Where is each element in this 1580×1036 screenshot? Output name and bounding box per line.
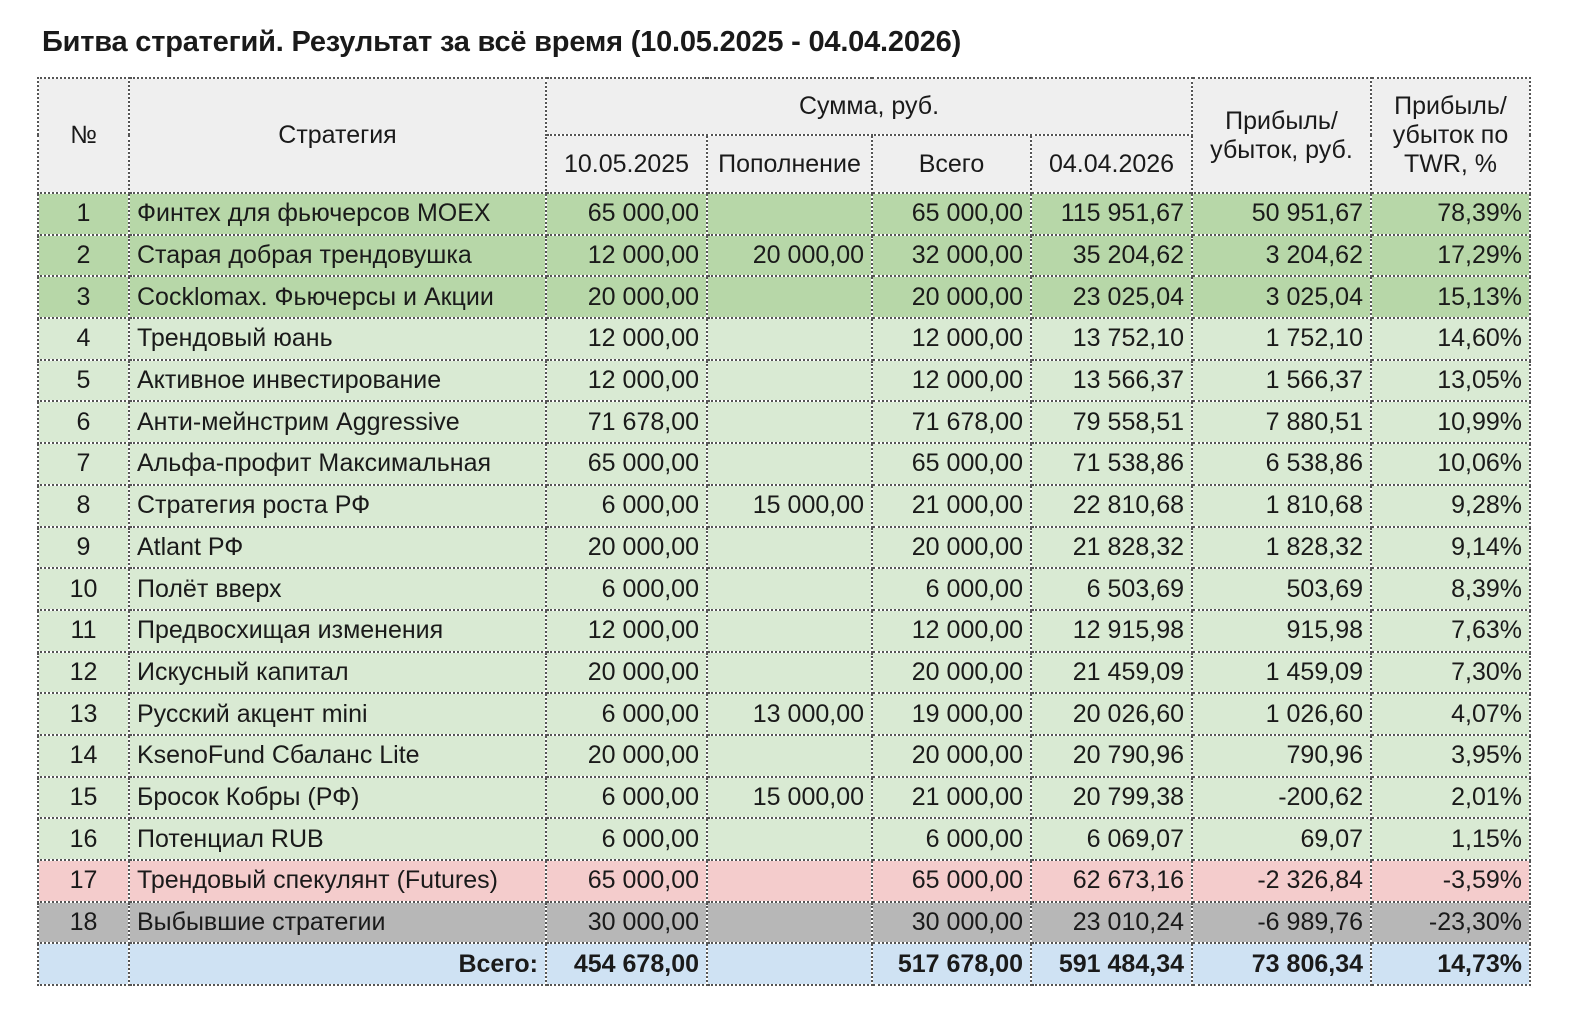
row-start-amount: 6 000,00 bbox=[546, 485, 707, 527]
totals-twr: 14,73% bbox=[1371, 943, 1530, 985]
row-topup-amount: 20 000,00 bbox=[707, 235, 872, 277]
row-total-amount: 20 000,00 bbox=[872, 652, 1031, 694]
table-row bbox=[38, 693, 1530, 735]
header-topup: Пополнение bbox=[707, 135, 872, 193]
totals-profit: 73 806,34 bbox=[1192, 943, 1371, 985]
row-strategy-name: Выбывшие стратегии bbox=[129, 902, 546, 944]
row-start-amount: 65 000,00 bbox=[546, 443, 707, 485]
row-profit-rub: -6 989,76 bbox=[1192, 902, 1371, 944]
row-num: 1 bbox=[38, 193, 129, 235]
row-strategy-name: Финтех для фьючерсов MOEX bbox=[129, 193, 546, 235]
totals-start: 454 678,00 bbox=[546, 943, 707, 985]
totals-end: 591 484,34 bbox=[1031, 943, 1192, 985]
row-start-amount: 12 000,00 bbox=[546, 235, 707, 277]
page-title: Битва стратегий. Результат за всё время (10.05.2025 - 04.04.2026) bbox=[42, 26, 962, 58]
row-end-amount: 6 069,07 bbox=[1031, 818, 1192, 860]
row-num: 15 bbox=[38, 777, 129, 819]
row-profit-rub: -200,62 bbox=[1192, 777, 1371, 819]
row-profit-rub: 503,69 bbox=[1192, 568, 1371, 610]
table-row bbox=[38, 527, 1530, 569]
row-num: 9 bbox=[38, 527, 129, 569]
row-strategy-name: Предвосхищая изменения bbox=[129, 610, 546, 652]
table-row bbox=[38, 401, 1530, 443]
row-profit-rub: 915,98 bbox=[1192, 610, 1371, 652]
row-num: 14 bbox=[38, 735, 129, 777]
table-row bbox=[38, 568, 1530, 610]
row-start-amount: 20 000,00 bbox=[546, 735, 707, 777]
row-end-amount: 71 538,86 bbox=[1031, 443, 1192, 485]
row-end-amount: 62 673,16 bbox=[1031, 860, 1192, 902]
row-start-amount: 20 000,00 bbox=[546, 652, 707, 694]
table-body bbox=[38, 193, 1530, 985]
header-sum-group: Сумма, руб. bbox=[546, 78, 1192, 135]
row-num: 7 bbox=[38, 443, 129, 485]
row-strategy-name: Полёт вверх bbox=[129, 568, 546, 610]
row-total-amount: 20 000,00 bbox=[872, 276, 1031, 318]
row-profit-twr: 17,29% bbox=[1371, 235, 1530, 277]
row-num: 16 bbox=[38, 818, 129, 860]
row-total-amount: 12 000,00 bbox=[872, 360, 1031, 402]
row-end-amount: 20 790,96 bbox=[1031, 735, 1192, 777]
row-strategy-name: KsenoFund Сбаланс Lite bbox=[129, 735, 546, 777]
table-row bbox=[38, 777, 1530, 819]
row-total-amount: 65 000,00 bbox=[872, 193, 1031, 235]
row-total-amount: 20 000,00 bbox=[872, 527, 1031, 569]
row-num: 10 bbox=[38, 568, 129, 610]
table-row bbox=[38, 902, 1530, 944]
row-strategy-name: Альфа-профит Максимальная bbox=[129, 443, 546, 485]
row-strategy-name: Трендовый спекулянт (Futures) bbox=[129, 860, 546, 902]
row-end-amount: 12 915,98 bbox=[1031, 610, 1192, 652]
row-start-amount: 65 000,00 bbox=[546, 860, 707, 902]
row-strategy-name: Активное инвестирование bbox=[129, 360, 546, 402]
row-num: 4 bbox=[38, 318, 129, 360]
row-profit-twr: 2,01% bbox=[1371, 777, 1530, 819]
row-num: 6 bbox=[38, 401, 129, 443]
row-start-amount: 6 000,00 bbox=[546, 693, 707, 735]
row-end-amount: 21 828,32 bbox=[1031, 527, 1192, 569]
row-profit-rub: 7 880,51 bbox=[1192, 401, 1371, 443]
row-num: 13 bbox=[38, 693, 129, 735]
row-topup-amount bbox=[707, 443, 872, 485]
row-topup-amount: 13 000,00 bbox=[707, 693, 872, 735]
totals-label: Всего: bbox=[129, 943, 546, 985]
row-total-amount: 21 000,00 bbox=[872, 777, 1031, 819]
row-profit-rub: 3 204,62 bbox=[1192, 235, 1371, 277]
row-topup-amount bbox=[707, 610, 872, 652]
row-start-amount: 6 000,00 bbox=[546, 818, 707, 860]
row-profit-rub: -2 326,84 bbox=[1192, 860, 1371, 902]
row-start-amount: 20 000,00 bbox=[546, 527, 707, 569]
row-profit-twr: 8,39% bbox=[1371, 568, 1530, 610]
row-strategy-name: Старая добрая трендовушка bbox=[129, 235, 546, 277]
table-row bbox=[38, 485, 1530, 527]
row-total-amount: 32 000,00 bbox=[872, 235, 1031, 277]
row-profit-rub: 1 828,32 bbox=[1192, 527, 1371, 569]
row-topup-amount: 15 000,00 bbox=[707, 777, 872, 819]
row-strategy-name: Трендовый юань bbox=[129, 318, 546, 360]
row-profit-twr: 4,07% bbox=[1371, 693, 1530, 735]
table-row bbox=[38, 193, 1530, 235]
row-num: 2 bbox=[38, 235, 129, 277]
totals-total: 517 678,00 bbox=[872, 943, 1031, 985]
row-profit-twr: 7,63% bbox=[1371, 610, 1530, 652]
row-topup-amount bbox=[707, 276, 872, 318]
row-end-amount: 13 566,37 bbox=[1031, 360, 1192, 402]
row-profit-rub: 1 752,10 bbox=[1192, 318, 1371, 360]
row-total-amount: 30 000,00 bbox=[872, 902, 1031, 944]
row-num: 18 bbox=[38, 902, 129, 944]
row-total-amount: 12 000,00 bbox=[872, 610, 1031, 652]
row-topup-amount bbox=[707, 193, 872, 235]
row-num: 11 bbox=[38, 610, 129, 652]
row-profit-twr: 10,06% bbox=[1371, 443, 1530, 485]
row-topup-amount bbox=[707, 318, 872, 360]
table-row bbox=[38, 318, 1530, 360]
row-end-amount: 13 752,10 bbox=[1031, 318, 1192, 360]
table-row bbox=[38, 360, 1530, 402]
row-end-amount: 79 558,51 bbox=[1031, 401, 1192, 443]
row-total-amount: 65 000,00 bbox=[872, 860, 1031, 902]
row-start-amount: 71 678,00 bbox=[546, 401, 707, 443]
row-strategy-name: Потенциал RUB bbox=[129, 818, 546, 860]
row-topup-amount bbox=[707, 860, 872, 902]
row-end-amount: 20 799,38 bbox=[1031, 777, 1192, 819]
row-profit-rub: 6 538,86 bbox=[1192, 443, 1371, 485]
row-profit-rub: 1 459,09 bbox=[1192, 652, 1371, 694]
row-num: 5 bbox=[38, 360, 129, 402]
row-profit-twr: 9,14% bbox=[1371, 527, 1530, 569]
row-profit-twr: 7,30% bbox=[1371, 652, 1530, 694]
header-start-date: 10.05.2025 bbox=[546, 135, 707, 193]
table-row bbox=[38, 276, 1530, 318]
table-row bbox=[38, 652, 1530, 694]
row-start-amount: 65 000,00 bbox=[546, 193, 707, 235]
header-end-date: 04.04.2026 bbox=[1031, 135, 1192, 193]
header-profit-rub: Прибыль/ убыток, руб. bbox=[1192, 78, 1371, 193]
row-total-amount: 19 000,00 bbox=[872, 693, 1031, 735]
header-num: № bbox=[38, 78, 129, 193]
totals-num bbox=[38, 943, 129, 985]
row-profit-twr: 14,60% bbox=[1371, 318, 1530, 360]
row-profit-twr: -3,59% bbox=[1371, 860, 1530, 902]
row-profit-rub: 50 951,67 bbox=[1192, 193, 1371, 235]
totals-topup bbox=[707, 943, 872, 985]
row-topup-amount bbox=[707, 652, 872, 694]
row-start-amount: 12 000,00 bbox=[546, 360, 707, 402]
row-profit-rub: 3 025,04 bbox=[1192, 276, 1371, 318]
row-strategy-name: Cocklomax. Фьючерсы и Акции bbox=[129, 276, 546, 318]
row-topup-amount: 15 000,00 bbox=[707, 485, 872, 527]
row-end-amount: 115 951,67 bbox=[1031, 193, 1192, 235]
row-profit-rub: 790,96 bbox=[1192, 735, 1371, 777]
row-strategy-name: Стратегия роста РФ bbox=[129, 485, 546, 527]
row-end-amount: 6 503,69 bbox=[1031, 568, 1192, 610]
row-end-amount: 23 010,24 bbox=[1031, 902, 1192, 944]
row-profit-twr: -23,30% bbox=[1371, 902, 1530, 944]
table-row bbox=[38, 735, 1530, 777]
header-strategy: Стратегия bbox=[129, 78, 546, 193]
row-profit-twr: 1,15% bbox=[1371, 818, 1530, 860]
row-profit-twr: 10,99% bbox=[1371, 401, 1530, 443]
row-end-amount: 22 810,68 bbox=[1031, 485, 1192, 527]
table-row bbox=[38, 443, 1530, 485]
row-end-amount: 20 026,60 bbox=[1031, 693, 1192, 735]
row-profit-rub: 1 026,60 bbox=[1192, 693, 1371, 735]
totals-row bbox=[38, 943, 1530, 985]
row-start-amount: 6 000,00 bbox=[546, 568, 707, 610]
row-start-amount: 12 000,00 bbox=[546, 318, 707, 360]
row-topup-amount bbox=[707, 568, 872, 610]
row-total-amount: 71 678,00 bbox=[872, 401, 1031, 443]
table-row bbox=[38, 235, 1530, 277]
row-profit-rub: 69,07 bbox=[1192, 818, 1371, 860]
row-profit-twr: 3,95% bbox=[1371, 735, 1530, 777]
row-total-amount: 6 000,00 bbox=[872, 818, 1031, 860]
row-num: 12 bbox=[38, 652, 129, 694]
row-start-amount: 6 000,00 bbox=[546, 777, 707, 819]
row-total-amount: 20 000,00 bbox=[872, 735, 1031, 777]
row-topup-amount bbox=[707, 735, 872, 777]
row-strategy-name: Русский акцент mini bbox=[129, 693, 546, 735]
row-start-amount: 12 000,00 bbox=[546, 610, 707, 652]
row-start-amount: 30 000,00 bbox=[546, 902, 707, 944]
table-row bbox=[38, 818, 1530, 860]
row-profit-twr: 15,13% bbox=[1371, 276, 1530, 318]
table-row bbox=[38, 610, 1530, 652]
row-end-amount: 35 204,62 bbox=[1031, 235, 1192, 277]
row-profit-rub: 1 566,37 bbox=[1192, 360, 1371, 402]
row-topup-amount bbox=[707, 527, 872, 569]
row-total-amount: 21 000,00 bbox=[872, 485, 1031, 527]
row-strategy-name: Анти-мейнстрим Aggressive bbox=[129, 401, 546, 443]
row-strategy-name: Бросок Кобры (РФ) bbox=[129, 777, 546, 819]
row-end-amount: 23 025,04 bbox=[1031, 276, 1192, 318]
strategies-table bbox=[37, 77, 1531, 986]
header-total: Всего bbox=[872, 135, 1031, 193]
row-start-amount: 20 000,00 bbox=[546, 276, 707, 318]
row-topup-amount bbox=[707, 401, 872, 443]
row-end-amount: 21 459,09 bbox=[1031, 652, 1192, 694]
row-total-amount: 6 000,00 bbox=[872, 568, 1031, 610]
table-row bbox=[38, 860, 1530, 902]
row-profit-twr: 78,39% bbox=[1371, 193, 1530, 235]
row-strategy-name: Atlant РФ bbox=[129, 527, 546, 569]
row-strategy-name: Искусный капитал bbox=[129, 652, 546, 694]
row-profit-twr: 13,05% bbox=[1371, 360, 1530, 402]
row-num: 17 bbox=[38, 860, 129, 902]
row-num: 8 bbox=[38, 485, 129, 527]
row-total-amount: 65 000,00 bbox=[872, 443, 1031, 485]
row-topup-amount bbox=[707, 360, 872, 402]
header-profit-twr: Прибыль/ убыток по TWR, % bbox=[1371, 78, 1530, 193]
row-num: 3 bbox=[38, 276, 129, 318]
row-profit-twr: 9,28% bbox=[1371, 485, 1530, 527]
row-profit-rub: 1 810,68 bbox=[1192, 485, 1371, 527]
row-total-amount: 12 000,00 bbox=[872, 318, 1031, 360]
row-topup-amount bbox=[707, 902, 872, 944]
row-topup-amount bbox=[707, 818, 872, 860]
